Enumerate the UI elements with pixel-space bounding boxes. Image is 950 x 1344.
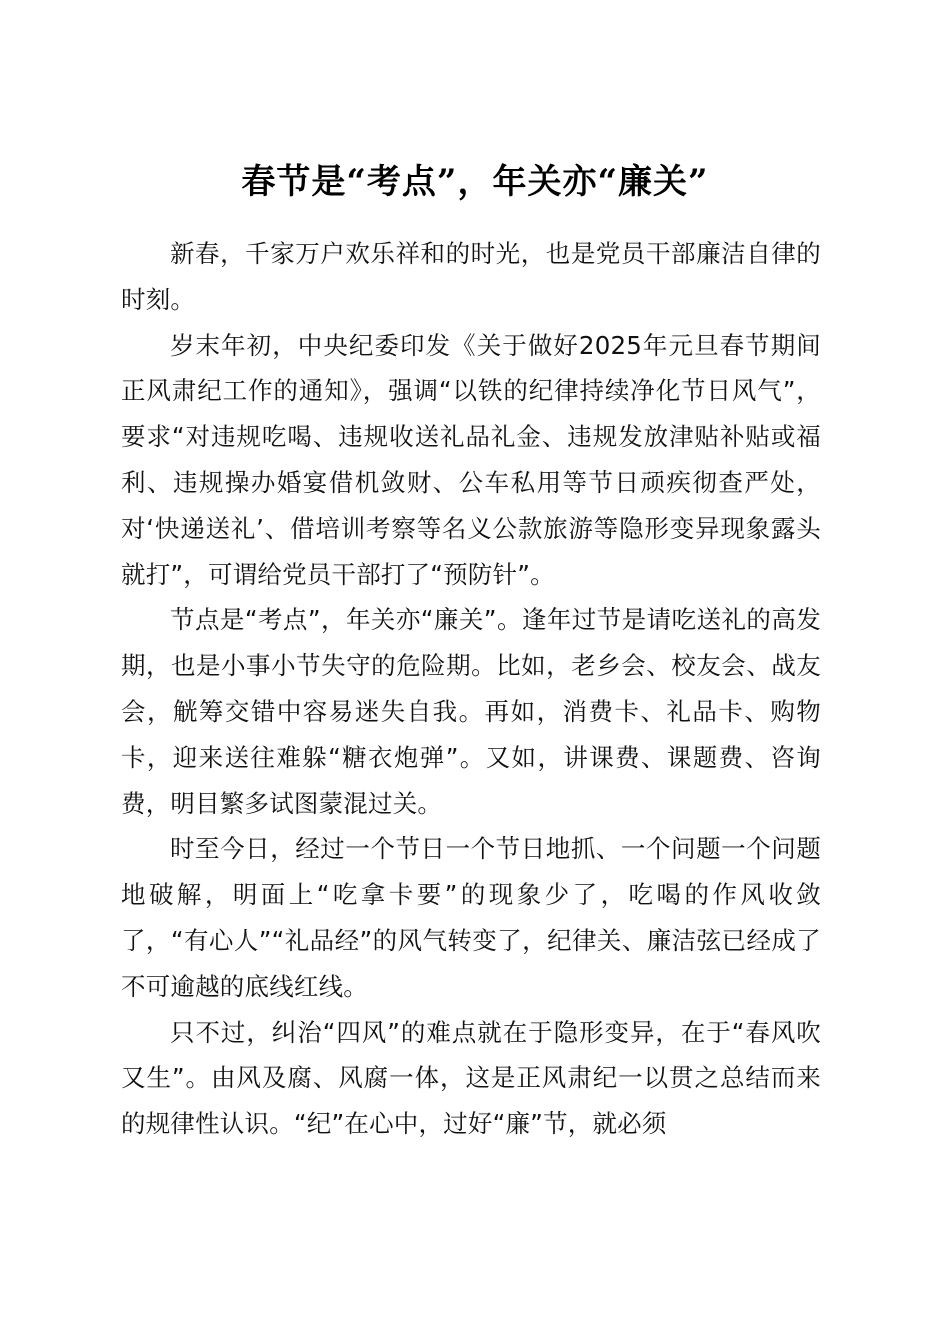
paragraph: 节点是“考点”，年关亦“廉关”。逢年过节是请吃送礼的高发期，也是小事小节失守的危险期。比如，老乡会、校友会、战友会，觥筹交错中容易迷失自我。再如，消费卡、礼品卡、购物卡，迎来送往难躲“糖衣炮弹”。又如，讲课费、课题费、咨询费，明目繁多试图蒙混过关。: [121, 605, 821, 818]
document-body: [121, 231, 821, 1147]
document-title: 春节是“考点”，年关亦“廉关”: [241, 161, 709, 202]
paragraph: 时至今日，经过一个节日一个节日地抓、一个问题一个问题地破解，明面上“吃拿卡要”的现象少了，吃喝的作风收敛了，“有心人”“礼品经”的风气转变了，纪律关、廉洁弦已经成了不可逾越的底线红线。: [121, 834, 821, 1001]
paragraph: 只不过，纠治“四风”的难点就在于隐形变异，在于“春风吹又生”。由风及腐、风腐一体，这是正风肃纪一以贯之总结而来的规律性认识。“纪”在心中，过好“廉”节，就必须: [121, 1017, 821, 1139]
paragraph: 岁末年初，中央纪委印发《关于做好2025年元旦春节期间正风肃纪工作的通知》，强调“以铁的纪律持续净化节日风气”，要求“对违规吃喝、违规收送礼品礼金、违规发放津贴补贴或福利、违规操办婚宴借机敛财、公车私用等节日顽疾彻查严处，对‘快递送礼’、借培训考察等名义公款旅游等隐形变异现象露头就打”，可谓给党员干部打了“预防针”。: [121, 330, 821, 589]
paragraph: 新春，千家万户欢乐祥和的时光，也是党员干部廉洁自律的时刻。: [121, 239, 821, 314]
